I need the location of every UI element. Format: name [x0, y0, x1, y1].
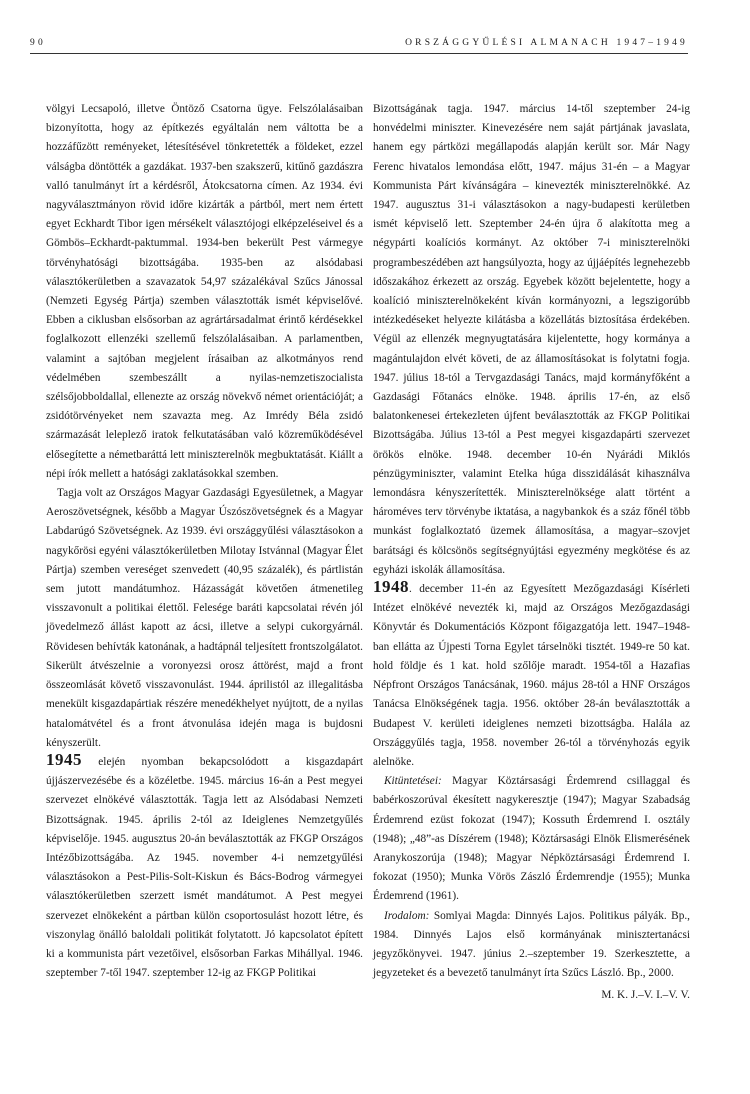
year-heading-1948: 1948 [373, 577, 409, 597]
page-number: 90 [30, 38, 46, 48]
running-title: ORSZÁGGYŰLÉSI ALMANACH 1947–1949 [405, 38, 688, 48]
left-paragraph-1: völgyi Lecsapoló, illetve Öntöző Csatorna ügye. Felszólalásaiban bizonyította, hogy az építkezés egyáltalán nem váltotta be a hozzáfűzött reményeket, létesítésével tönkretették a földeket, ezzel válságba döntötték a gazdákat. 1937-ben szakszerű, kitűnő gazdászra valló tanulmányt írt a kérdésről, Átokcsatorna címen. Az 1934. évi nagyválasztmányon rövid időre kizárták a pártból, mert nem értett egyet Eckhardt Tibor igen mérsékelt választójogi elképzeléseivel és a Gömbös–Eckhardt-paktummal. 1934-ben bekerült Pest vármegye törvényhatósági bizottságába. 1935-ben az alsódabasi választókerületben a szavazatok 54,97 százalékával Szűcs Jánossal (Nemzeti Egység Pártja) szemben választották ismét képviselővé. Ebben a ciklusban elsősorban az agrártársadalmat érintő kérdésekkel foglalkozott ellenzéki szellemű felszólalásaiban. A parlamentben, valamint a sajtóban megjelent írásaiban az alkotmányos rend védelmében szembeszállt a nyilas-nemzetiszocialista szélsőjobboldallal, ellenezte az ország növekvő német orientációját; a zsidótörvényeket nem szavazta meg. Az Imrédy Béla zsidó származását leleplező iratok felkutatásában való közreműködésével elősegítette a németbaráttá lett miniszterelnök megbuktatását. Kiállt a népi írók mellett a hatósági zaklatásokkal szemben. [46, 103, 363, 480]
awards-label: Kitüntetései: [384, 775, 442, 788]
header-rule [30, 53, 688, 54]
literature-text: Somlyai Magda: Dinnyés Lajos. Politikus pályák. Bp., 1984. Dinnyés Lajos első kormányának minisztertanácsi jegyzőkönyvei. 1947. június 2.–szeptember 19. Szerkesztette, a jegyzeteket és a bevezető tanulmányt írta Szűcs László. Bp., 2000. [373, 909, 690, 980]
right-paragraph-2 [373, 577, 690, 772]
literature-paragraph [373, 907, 690, 984]
literature-label: Irodalom: [384, 909, 430, 922]
left-column [46, 100, 363, 983]
right-column [373, 100, 690, 1006]
left-paragraph-3 [46, 749, 363, 983]
right-paragraph-2-text: . december 11-én az Egyesített Mezőgazdasági Kísérleti Intézet elnökévé nevezték ki, majd az Országos Mezőgazdasági Könyvtár és Dokumentációs Központ főigazgatója lett. 1947–1948-ban ellátta az Újpesti Torna Egylet társelnöki tisztét. 1949-re 50 kat. hold földje és 1 kat. hold szőlője maradt. 1954-től a Hazafias Népfront Országos Tanácsának, 1960. május 28-tól a HNF Országos Tanácsa Elnökségének tagja. 1956. október 28-án beválasztották a Budapest V. kerületi ideiglenes nemzeti bizottságba. Halála az Országgyűlés tagja, 1958. november 26-tól a törvényhozás egyik alelnöke. [373, 583, 690, 768]
awards-paragraph [373, 772, 690, 906]
year-heading-1945: 1945 [46, 749, 82, 769]
left-paragraph-2: Tagja volt az Országos Magyar Gazdasági Egyesületnek, a Magyar Aeroszövetségnek, később a Magyar Úszószövetségnek és a Magyar Labdarúgó Szövetségnek. Az 1939. évi országgyűlési választásokon a nagykőrösi egyéni választókerületben Milotay Istvánnal (Magyar Élet Pártja) szemben vereséget szenvedett (40,95 százalék), és pártlistán sem jutott mandátumhoz. Házasságát követően átmenetileg visszavonult a politikai élettől. Felesége baráti kapcsolatai révén jól jövedelmező állást kapott az ácsi, illetve a selypi cukorgyárnál. Rövidesen behívták katonának, a hadtápnál teljesített frontszolgálatot. Sikerült átvészelnie a voronyezsi orosz áttörést, majd a front összeomlását követő visszavonulást. 1944. áprilistól az illegalitásba menekült kisgazdapártiak részére menedékhelyet nyújtott, de a nyilas hatalomátvétel és a front átvonulása idején maga is bujdosni kényszerült. [46, 487, 363, 749]
author-signature: M. K. J.–V. I.–V. V. [601, 989, 690, 1002]
right-paragraph-1: Bizottságának tagja. 1947. március 14-től szeptember 24-ig honvédelmi miniszter. Kinevezésére nem saját pártjának javaslata, hanem egy pártközi megállapodás alapján került sor. Már Nagy Ferenc hivatalos lemondása előtt, 1947. május 31-én – a Magyar Kommunista Párt kívánságára – kinevezték miniszterelnökké. Az 1947. augusztus 31-i választásokon a nagy-budapesti kerületben ismét képviselő lett. Szeptember 24-én újra ő alakította meg a négypárti koalíciós kormányt. Az október 7-i miniszterelnöki programbeszédében azt hangsúlyozta, hogy az újjáépítés legnehezebb időszakához érkezett az ország. Egyebek között bejelentette, hogy a koalíció miniszterelnökeként kíván kormányozni, a legszigorúbb intézkedéseket helyezte kilátásba a közellátás biztosítása érdekében. Végül az ellenzék megnyugtatására kijelentette, hogy kormánya a magántulajdon elvét követi, de az államosításokat is folytatni fogja. 1947. július 18-tól a Tervgazdasági Tanács, majd kormányfőként a Gazdasági Főtanács elnöke. 1948. április 17-én, az első balatonkenesei értekezleten újfent beválasztották az FKGP Politikai Bizottságába. Július 13-tól a Pest megyei kisgazdapárti szervezet örökös elnöke. 1948. december 10-én Nyárádi Miklós pénzügyminiszter, valamint Etelka húga disszidálását kihasználva lemondásra kényszerítették. Miniszterelnöksége alatt történt a hároméves terv törvénybe iktatása, a nagybankok és a száz főnél több munkást foglalkoztató üzemek államosítása, a magyar–szovjet barátsági és kölcsönös segítségnyújtási egyezmény megkötése és az egyházi iskolák államosítása. [373, 103, 690, 576]
awards-text: Magyar Köztársasági Érdemrend csillaggal és babérkoszorúval ékesített nagykeresztje (1947); Magyar Szabadság Érdemrend ezüst fokozat (1947); Kossuth Érdemrend I. osztály (1948); „48”-as Díszérem (1948); Köztársasági Elnök Elismerésének Aranykoszorúja (1948); Magyar Népköztársasági Érdemrend I. fokozat (1950); Munka Vörös Zászló Érdemrendje (1955); Munka Érdemrend (1961). [373, 775, 690, 903]
left-paragraph-3-text: elején nyomban bekapcsolódott a kisgazdapárt újjászervezésébe és a közéletbe. 1945. március 16-án a Pest megyei szervezet elnökévé választották. Tagja lett az Alsódabasi Nemzeti Bizottságnak. 1945. április 2-tól az Ideiglenes Nemzetgyűlés képviselője. 1945. augusztus 20-án beválasztották az FKGP Országos Intézőbizottságába. Az 1945. november 4-i nemzetgyűlési választásokon a Pest-Pilis-Solt-Kiskun és Bács-Bodrog vármegyei választókerületben szerzett ismét mandátumot. A Pest megyei szervezet elnökeként a pártban külön csoportosulást hozott létre, és viszonylag önálló baloldali politikát folytatott. Jó kapcsolatot épített ki a kommunista párt vezetőivel, elsősorban Farkas Mihállyal. 1946. szeptember 7-től 1947. szeptember 12-ig az FKGP Politikai [46, 755, 363, 980]
